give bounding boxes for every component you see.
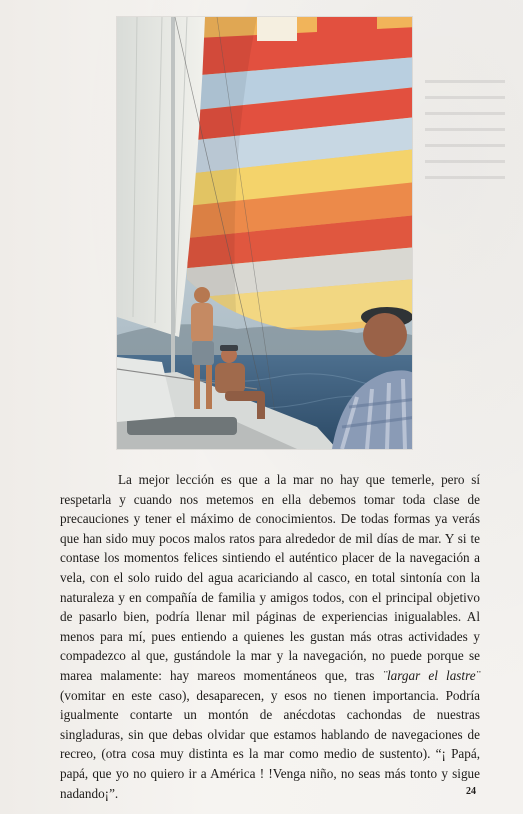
photo-illustration [117,17,412,449]
paragraph-emphasis: ¨largar el lastre¨ [382,667,480,683]
show-through-text [425,80,505,190]
sailboat-spinnaker-photo [117,17,412,449]
body-paragraph [60,470,480,803]
paragraph-text-part1: La mejor lección es que a la mar no hay que temerle, pero sí respetarla y cuando nos metemos en ella debemos tomar toda clase de precauciones y tener el máximo de conocimientos. De todas formas ya verás que han sido muy pocos malos ratos para alrededor de mil días de mar. Y si te contase los momentos felices sintiendo el auténtico placer de la navegación a vela, con el solo ruido del agua acariciando al casco, en total sintonía con la naturaleza y en compañía de familia y amigos todos, con el principal objetivo de pasarlo bien, podría llenar mil páginas de experiencias inigualables. Al menos para mí, pues entiendo a quienes les gustan más otras actividades y compadezco al que, gustándole la mar y la navegación, no puede porque se marea malamente: hay mareos momentáneos que, tras [60,472,480,683]
paragraph-text-part2: (vomitar en este caso), desaparecen, y esos no tienen importancia. Podría igualmente contarte un montón de anécdotas cachondas de nuestras singladuras, sin que debas olvidar que estamos hablando de navegaciones de recreo, (otra cosa muy distinta es la mar como medio de sustento). “¡ Papá, papá, que yo no quiero ir a América ! !Venga niño, no seas más tonto y sigue nadando¡”. [60,687,480,801]
page-number: 24 [466,786,476,797]
